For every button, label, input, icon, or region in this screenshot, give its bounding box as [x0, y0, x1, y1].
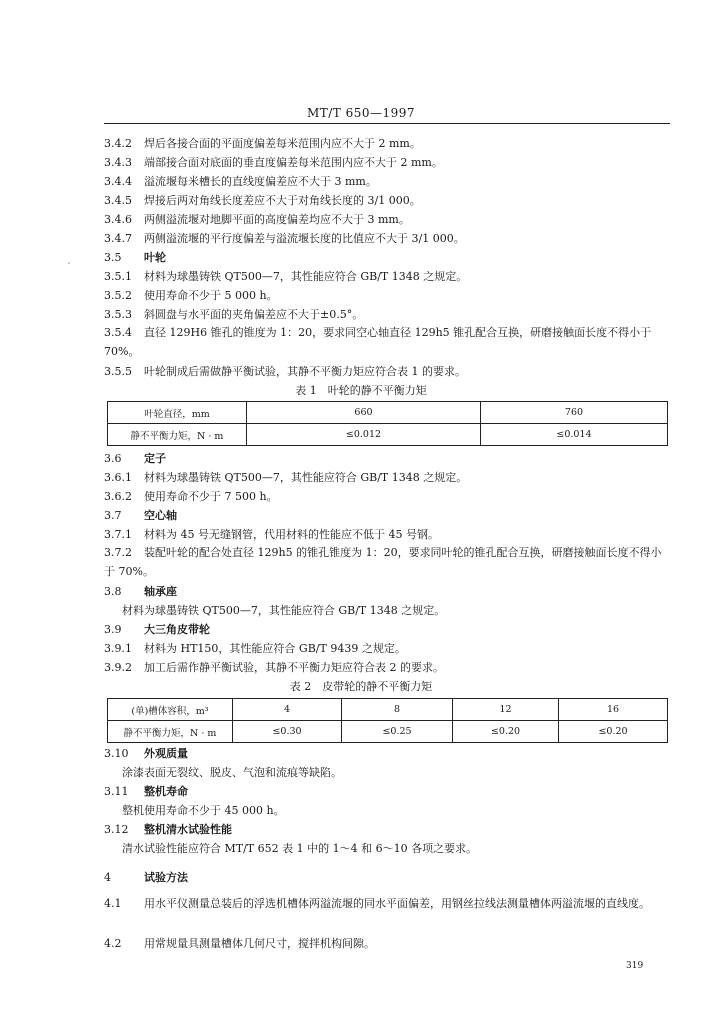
clause-line: 3.4.5 焊接后两对角线长度差应不大于对角线长度的 3/1 000。 — [104, 194, 421, 207]
section-heading: 3.12 整机清水试验性能 — [104, 823, 232, 836]
section-heading: 3.11 整机寿命 — [104, 785, 188, 798]
table-cell: ≤0.20 — [559, 721, 668, 743]
clause-line: 3.5.3 斜圆盘与水平面的夹角偏差应不大于±0.5°。 — [104, 308, 364, 321]
section-heading: 3.7 空心轴 — [104, 509, 177, 522]
table-row — [108, 699, 668, 721]
clause-line: 整机使用寿命不少于 45 000 h。 — [122, 804, 285, 817]
clause-line: 4.2 用常规量具测量槽体几何尺寸，搅拌机构间隙。 — [104, 937, 375, 950]
table-cell: 静不平衡力矩，N · m — [108, 721, 233, 743]
clause-paragraph: 4.1 用水平仪测量总装后的浮选机槽体两溢流堰的同水平面偏差，用钢丝拉线法测量槽体两溢流堰的直线度。 — [104, 897, 650, 910]
clause-line: 3.4.4 溢流堰每米槽长的直线度偏差应不大于 3 mm。 — [104, 175, 377, 188]
table-cell: (单)槽体容积，m³ — [108, 699, 233, 721]
table-row — [108, 721, 668, 743]
table-cell: ≤0.25 — [342, 721, 453, 743]
page-number: 319 — [626, 961, 644, 971]
clause-line: 3.4.2 焊后各接合面的平面度偏差每米范围内应不大于 2 mm。 — [104, 137, 421, 150]
clause-line: 涂漆表面无裂纹、脱皮、气泡和流痕等缺陷。 — [122, 766, 342, 779]
section-heading: 3.10 外观质量 — [104, 747, 188, 760]
clause-paragraph: 3.5.4 直径 129H6 锥孔的锥度为 1：20，要求同空心轴直径 129h5 锥孔配合互换，研磨接触面长度不得小于 70%。 — [104, 326, 652, 358]
table-cell: ≤0.014 — [481, 424, 668, 446]
chapter-heading: 4 试验方法 — [104, 871, 188, 884]
clause-line: 3.5.2 使用寿命不少于 5 000 h。 — [104, 289, 278, 302]
clause-line: 材料为球墨铸铁 QT500—7，其性能应符合 GB/T 1348 之规定。 — [122, 604, 446, 617]
clause-line: 3.9.2 加工后需作静平衡试验，其静不平衡力矩应符合表 2 的要求。 — [104, 661, 444, 674]
table2-caption: 表 2 皮带轮的静不平衡力矩 — [289, 680, 433, 693]
table-cell: 叶轮直径，mm — [108, 402, 247, 424]
section-heading: 3.5 叶轮 — [104, 251, 166, 264]
page-header: MT/T 650—1997 — [306, 106, 416, 120]
table-cell: 12 — [453, 699, 559, 721]
scan-speck — [68, 262, 70, 264]
header-rule — [104, 123, 670, 124]
section-heading: 3.9 大三角皮带轮 — [104, 623, 210, 636]
table-cell: ≤0.20 — [453, 721, 559, 743]
table1-caption: 表 1 叶轮的静不平衡力矩 — [295, 384, 427, 397]
clause-line: 3.4.6 两侧溢流堰对地脚平面的高度偏差均应不大于 3 mm。 — [104, 213, 410, 226]
table-cell: ≤0.012 — [247, 424, 481, 446]
table-cell: 16 — [559, 699, 668, 721]
clause-line: 清水试验性能应符合 MT/T 652 表 1 中的 1～4 和 6～10 各项之要求。 — [122, 842, 478, 855]
table2 — [107, 698, 668, 743]
table-row — [108, 402, 668, 424]
table-row — [108, 424, 668, 446]
table-cell: 760 — [481, 402, 668, 424]
table-cell: 4 — [233, 699, 342, 721]
clause-line: 3.5.5 叶轮制成后需做静平衡试验，其静不平衡力矩应符合表 1 的要求。 — [104, 365, 466, 378]
clause-line: 3.5.1 材料为球墨铸铁 QT500—7，其性能应符合 GB/T 1348 之规定。 — [104, 270, 468, 283]
clause-line: 3.9.1 材料为 HT150，其性能应符合 GB/T 9439 之规定。 — [104, 642, 406, 655]
table-cell: 8 — [342, 699, 453, 721]
clause-line: 3.6.2 使用寿命不少于 7 500 h。 — [104, 490, 278, 503]
table1 — [107, 401, 668, 446]
clause-line: 3.6.1 材料为球墨铸铁 QT500—7，其性能应符合 GB/T 1348 之规定。 — [104, 471, 468, 484]
clause-line: 3.4.3 端部接合面对底面的垂直度偏差每米范围内应不大于 2 mm。 — [104, 156, 443, 169]
clause-line: 3.4.7 两侧溢流堰的平行度偏差与溢流堰长度的比值应不大于 3/1 000。 — [104, 232, 465, 245]
clause-paragraph: 3.7.2 装配叶轮的配合处直径 129h5 的锥孔锥度为 1：20，要求同叶轮的锥孔配合互换，研磨接触面长度不得小于 70%。 — [104, 546, 662, 578]
table-cell: ≤0.30 — [233, 721, 342, 743]
table-cell: 660 — [247, 402, 481, 424]
section-heading: 3.6 定子 — [104, 452, 166, 465]
clause-line: 3.7.1 材料为 45 号无缝钢管，代用材料的性能应不低于 45 号钢。 — [104, 528, 439, 541]
section-heading: 3.8 轴承座 — [104, 585, 177, 598]
table-cell: 静不平衡力矩，N · m — [108, 424, 247, 446]
